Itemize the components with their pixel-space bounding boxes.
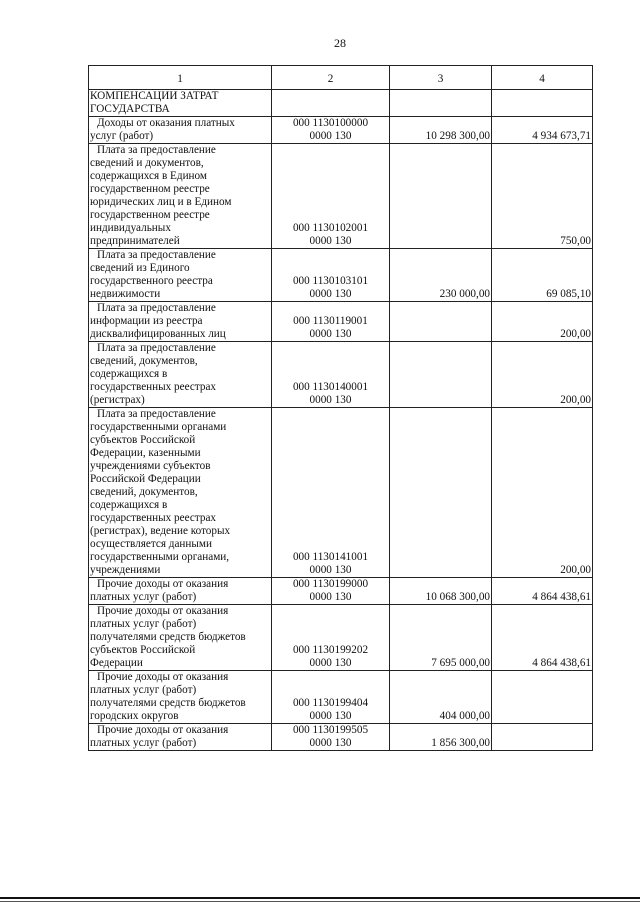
revenue-item-name [89,302,272,342]
page-bottom-rule-thin [0,901,640,902]
planned-amount [390,408,492,578]
table-row [89,724,593,751]
table-row [89,578,593,605]
revenue-table [88,65,593,751]
budget-code-line: 0000 130 [309,710,352,722]
revenue-item-name-line: получателями средств бюджетов [90,697,246,709]
planned-amount [390,144,492,249]
table-row [89,408,593,578]
actual-amount: 200,00 [492,408,593,578]
revenue-item-name [89,342,272,408]
budget-classification-code [272,724,390,751]
section-title-line: КОМПЕНСАЦИИ ЗАТРАТ [90,90,219,102]
planned-amount [390,302,492,342]
budget-classification-code [272,144,390,249]
revenue-item-name-line: Прочие доходы от оказания [97,578,229,590]
actual-amount: 4 934 673,71 [492,117,593,144]
empty-cell [492,90,593,117]
budget-code-line: 0000 130 [309,737,352,749]
revenue-item-name [89,671,272,724]
revenue-item-name-line: платных услуг (работ) [90,737,197,749]
revenue-item-name-line: Федерации, казенными [90,447,201,459]
table-row [89,342,593,408]
revenue-item-name-line: сведений, документов, [90,355,198,367]
revenue-item-name-line: государственных реестрах [90,381,217,393]
planned-amount: 10 068 300,00 [390,578,492,605]
actual-amount: 750,00 [492,144,593,249]
revenue-item-name-line: государственного реестра [90,275,213,287]
actual-amount: 69 085,10 [492,249,593,302]
section-row [89,90,593,117]
budget-code-line: 0000 130 [309,591,352,603]
revenue-item-name-line: государственных реестрах [90,512,217,524]
table-header-row [89,66,593,90]
revenue-item-name-line: субъектов Российской [90,644,196,656]
table-row [89,671,593,724]
budget-classification-code [272,117,390,144]
revenue-item-name-line: Плата за предоставление [97,408,216,420]
revenue-item-name-line: Российской Федерации [90,473,201,485]
planned-amount: 7 695 000,00 [390,605,492,671]
budget-classification-code [272,671,390,724]
actual-amount: 4 864 438,61 [492,578,593,605]
revenue-item-name-line: услуг (работ) [90,130,154,142]
revenue-item-name-line: Плата за предоставление [97,342,216,354]
budget-code-line: 000 1130199000 [292,578,369,590]
table-row [89,605,593,671]
page-number: 28 [334,36,346,50]
revenue-item-name-line: юридических лиц и в Едином [90,196,232,208]
budget-code-line: 0000 130 [309,288,352,300]
revenue-item-name-line: содержащихся в [90,368,168,380]
actual-amount: 4 864 438,61 [492,605,593,671]
column-header: 3 [390,66,492,90]
revenue-item-name-line: (регистрах), ведение которых [90,525,231,537]
revenue-item-name-line: недвижимости [90,288,161,300]
budget-code-line: 000 1130102001 [292,222,369,234]
revenue-item-name [89,144,272,249]
revenue-item-name-line: Прочие доходы от оказания [97,724,229,736]
revenue-item-name-line: Доходы от оказания платных [97,117,235,129]
budget-code-line: 0000 130 [309,394,352,406]
revenue-item-name-line: Плата за предоставление [97,249,216,261]
revenue-item-name-line: городских округов [90,710,179,722]
budget-code-line: 000 1130103101 [292,275,369,287]
revenue-item-name [89,117,272,144]
revenue-item-name-line: осуществляется данными [90,538,212,550]
revenue-item-name-line: платных услуг (работ) [90,618,197,630]
revenue-item-name-line: учреждениями [90,564,161,576]
empty-cell [272,90,390,117]
table-body [89,90,593,751]
planned-amount [390,342,492,408]
budget-code-line: 000 1130199202 [292,644,369,656]
planned-amount: 404 000,00 [390,671,492,724]
revenue-item-name-line: сведений из Единого [90,262,190,274]
revenue-item-name-line: Плата за предоставление [97,302,216,314]
revenue-item-name-line: Прочие доходы от оказания [97,605,229,617]
revenue-item-name-line: государственными органами, [90,551,230,563]
budget-code-line: 0000 130 [309,328,352,340]
planned-amount: 1 856 300,00 [390,724,492,751]
revenue-item-name-line: предпринимателей [90,235,180,247]
revenue-item-name-line: учреждениями субъектов [90,460,211,472]
budget-classification-code [272,578,390,605]
revenue-item-name-line: индивидуальных [90,222,171,234]
budget-classification-code [272,605,390,671]
section-title [89,90,272,117]
revenue-item-name-line: государственном реестре [90,209,210,221]
table-row [89,144,593,249]
actual-amount [492,671,593,724]
revenue-item-name-line: Федерации [90,657,143,669]
revenue-item-name-line: (регистрах) [90,394,145,406]
budget-classification-code [272,249,390,302]
budget-classification-code [272,302,390,342]
revenue-item-name-line: платных услуг (работ) [90,684,197,696]
revenue-item-name-line: содержащихся в [90,499,168,511]
budget-classification-code [272,342,390,408]
revenue-item-name-line: государственном реестре [90,183,210,195]
revenue-item-name-line: дисквалифицированных лиц [90,328,226,340]
column-header: 4 [492,66,593,90]
revenue-item-name-line: Плата за предоставление [97,144,216,156]
revenue-item-name [89,249,272,302]
revenue-item-name [89,605,272,671]
table-row [89,117,593,144]
table-row [89,302,593,342]
actual-amount: 200,00 [492,342,593,408]
revenue-item-name-line: получателями средств бюджетов [90,631,246,643]
budget-code-line: 000 1130100000 [292,117,369,129]
budget-code-line: 0000 130 [309,130,352,142]
table-row [89,249,593,302]
revenue-item-name [89,724,272,751]
budget-code-line: 000 1130119001 [293,315,368,327]
revenue-item-name [89,578,272,605]
column-header: 1 [89,66,272,90]
budget-code-line: 000 1130140001 [292,381,369,393]
budget-code-line: 000 1130199505 [292,724,369,736]
revenue-item-name-line: Прочие доходы от оказания [97,671,229,683]
revenue-item-name-line: государственными органами [90,421,227,433]
planned-amount: 10 298 300,00 [390,117,492,144]
actual-amount: 200,00 [492,302,593,342]
revenue-item-name-line: сведений, документов, [90,486,198,498]
revenue-item-name-line: субъектов Российской [90,434,196,446]
budget-code-line: 000 1130199404 [292,697,369,709]
revenue-item-name-line: информации из реестра [90,315,203,327]
planned-amount: 230 000,00 [390,249,492,302]
revenue-item-name-line: сведений и документов, [90,157,204,169]
budget-classification-code [272,408,390,578]
section-title-line: ГОСУДАРСТВА [90,103,170,115]
revenue-item-name-line: содержащихся в Едином [90,170,208,182]
empty-cell [390,90,492,117]
revenue-item-name-line: платных услуг (работ) [90,591,197,603]
column-header: 2 [272,66,390,90]
revenue-item-name [89,408,272,578]
budget-code-line: 0000 130 [309,564,352,576]
budget-code-line: 000 1130141001 [292,551,369,563]
page-bottom-rule [0,897,640,899]
budget-code-line: 0000 130 [309,657,352,669]
budget-code-line: 0000 130 [309,235,352,247]
actual-amount [492,724,593,751]
